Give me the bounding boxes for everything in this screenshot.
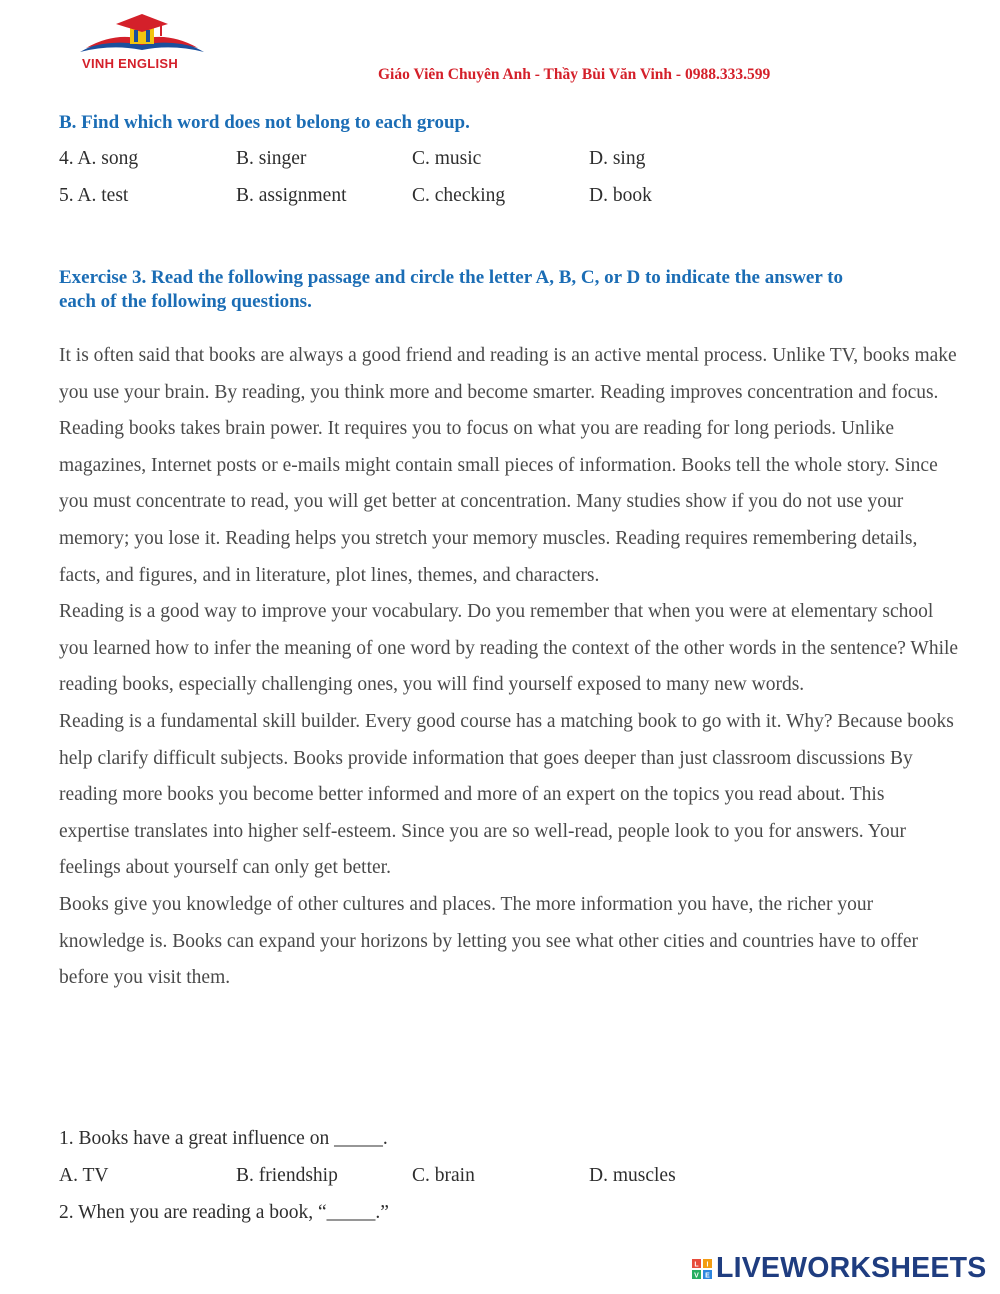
option-a: 5. A. test [59,185,129,206]
option-d: D. sing [589,148,646,169]
teacher-contact-line: Giáo Viên Chuyên Anh - Thầy Bùi Văn Vinh - 0988.333.599 [378,66,771,83]
icon-letter-i: I [706,1261,709,1269]
option-a: 4. A. song [59,148,139,169]
exercise-3-heading-line-2: each of the following questions. [59,291,312,312]
passage-paragraph-3: Reading is a fundamental skill builder. Every good course has a matching book to go with it. Why? Because books help clarify difficult subjects. Books provide information that goes deeper than just classroom discussions By reading more books you become better informed and more of an expert on the topics you read about. This expertise translates into higher self-esteem. Since you are so well-read, people look to you for answers. Your feelings about yourself can only get better. [59,710,954,879]
passage-paragraph-1: It is often said that books are always a good friend and reading is an active mental process. Unlike TV, books make you use your brain. By reading, you think more and become smarter. Reading improves concentration and focus. Reading books takes brain power. It requires you to focus on what you are reading for long periods. Unlike magazines, Internet posts or e-mails might contain small pieces of information. Books tell the whole story. Since you must concentrate to read, you will get better at concentration. Many studies show if you do not use your memory; you lose it. Reading helps you stretch your memory muscles. Reading requires remembering details, facts, and figures, and in literature, plot lines, themes, and characters. [59,345,957,586]
question-1-stem: 1. Books have a great influence on _____. [59,1128,388,1149]
option-c: C. music [412,148,482,169]
liveworksheets-wordmark: LIVEWORKSHEETS [716,1252,987,1284]
option-c: C. checking [412,185,506,206]
section-b-heading: B. Find which word does not belong to each group. [59,112,470,133]
icon-letter-e: E [705,1272,710,1279]
option-c[interactable]: C. brain [412,1165,475,1186]
option-d: D. book [589,185,652,206]
option-b: B. singer [236,148,307,169]
liveworksheets-logo-icon [692,1259,712,1279]
passage-paragraph-4: Books give you knowledge of other cultures and places. The more information you have, the richer your knowledge is. Books can expand your horizons by letting you see what other cities and countries have to offer before you visit them. [59,893,919,989]
exercise-3-heading-line-1: Exercise 3. Read the following passage and circle the letter A, B, C, or D to indicate the answer to [59,267,844,288]
option-d[interactable]: D. muscles [589,1165,676,1186]
passage-paragraph-2: Reading is a good way to improve your vocabulary. Do you remember that when you were at elementary school you learned how to infer the meaning of one word by reading the context of the other words in the sentence? While reading books, especially challenging ones, you will find yourself exposed to many new words. [59,601,959,696]
vinh-english-logo [72,12,212,74]
logo-text: VINH ENGLISH [82,56,179,71]
option-b: B. assignment [236,185,347,206]
option-b[interactable]: B. friendship [236,1165,338,1186]
icon-letter-l: L [694,1261,699,1269]
question-2-stem: 2. When you are reading a book, “_____.” [59,1202,389,1223]
reading-passage [59,338,959,997]
icon-letter-v: V [694,1272,699,1279]
option-a[interactable]: A. TV [59,1165,109,1186]
graduation-cap-logo-icon [72,12,212,60]
